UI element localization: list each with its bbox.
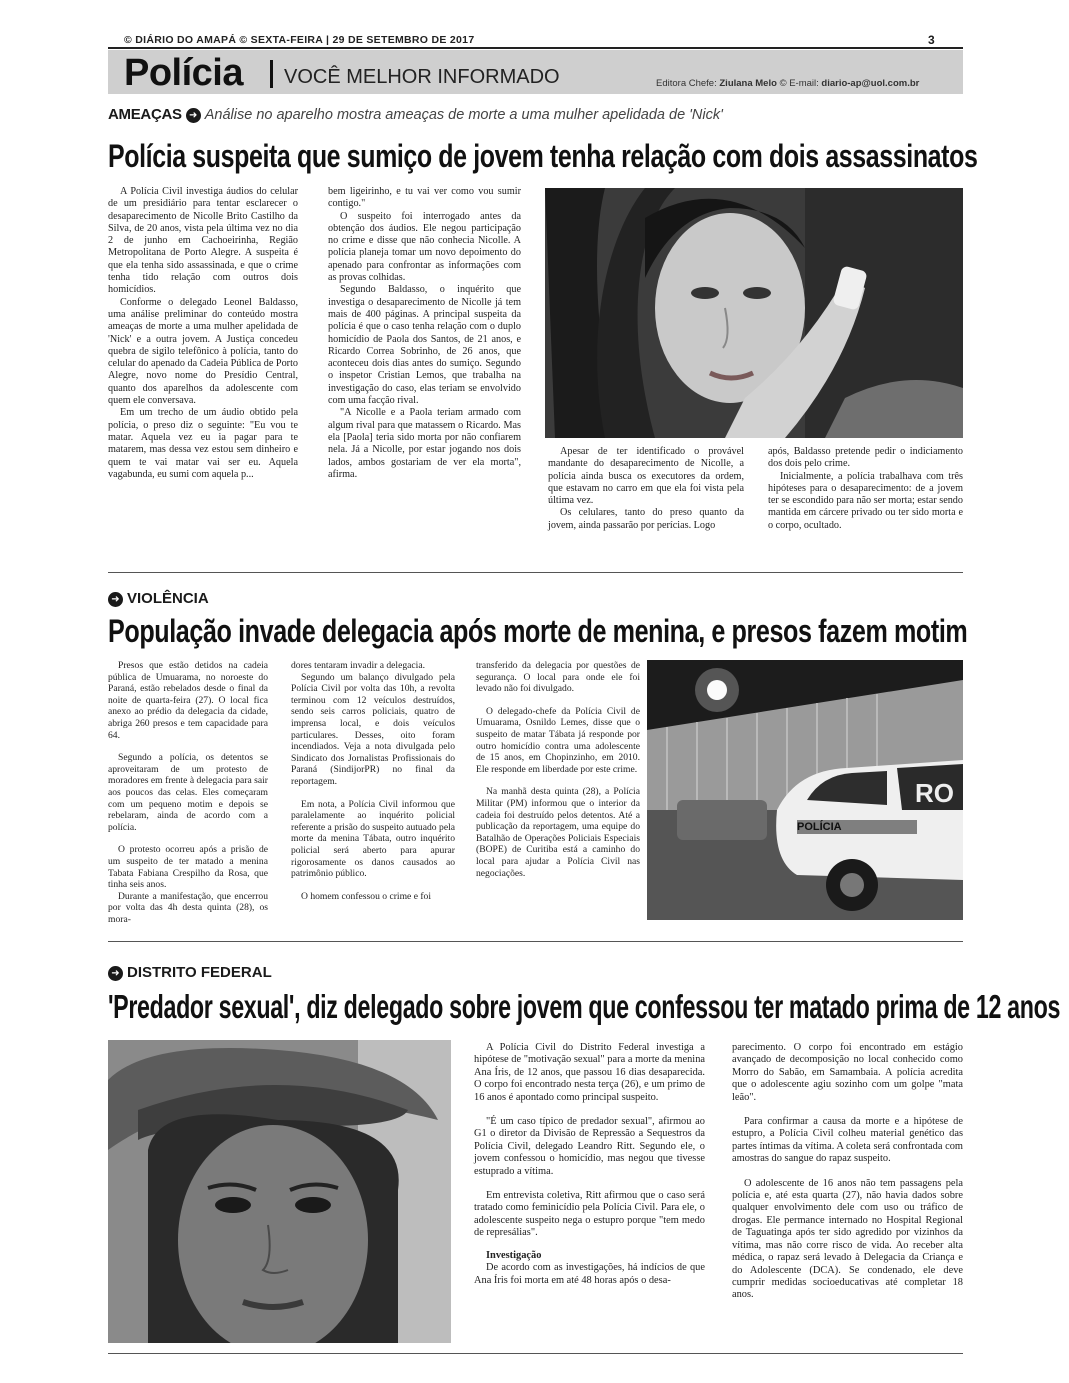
section-tagline: VOCÊ MELHOR INFORMADO: [284, 66, 560, 88]
story2-paragraph: transferido da delegacia por questões de segurança. O local para onde ele foi levado não foi divulgado.: [476, 660, 640, 695]
copyright-icon: ©: [779, 78, 787, 89]
story2-paragraph: Na manhã desta quinta (28), a Polícia Militar (PM) informou que o interior da cadeia foi destruído pelos detentos. Até a publicação da reportagem, uma equipe do Batalhão de Operações Policiais Especiais (BOPE) de Curitiba está a caminho do local para ajudar a Polícia Civil nas negociações.: [476, 786, 640, 879]
story1-paragraph: Em um trecho de um áudio obtido pela polícia, o preso diz o seguinte: "Eu vou te matar. Aquela vez eu ia pagar para te matarem, mas dessa vez estou sem dinheiro e quem te vai matar vai ser eu. Aquela vagabunda, eu sumi com aquela p...: [108, 407, 298, 480]
bottom-rule: [108, 1353, 963, 1354]
story1-kicker-line: [108, 106, 723, 124]
police-car-photo: [647, 660, 963, 920]
editor-label: Editora Chefe:: [656, 78, 717, 89]
story3-paragraph: Em entrevista coletiva, Ritt afirmou que o caso será tratado como feminicídio pela Polícia Civil. Para ele, o adolescente suspeito nega o estupro porque "tem medo de represálias".: [474, 1190, 705, 1239]
story1-paragraph: "A Nicolle e a Paola teriam armado com algum rival para que matassem o Ricardo. Mas ela [Paola] teria sido morta por não confiarem nela. Já a Nicolle, por estar jogando nos dois lados, ambos gostariam de ver ela morta", afirma.: [328, 407, 521, 480]
story3-subheading: Investigação: [486, 1249, 542, 1261]
story3-paragraph: O adolescente de 16 anos não tem passagens pela polícia e, até esta quarta (27), não havia dados sobre qualquer envolvimento dele com uso ou tráfico de drogas. Ele permance internado no Hospital Regional de Taguatinga após ter sido agredido por vizinhos da vítima, mas não corre risco de vida. Ao receber alta médica, o rapaz será levado à Delegacia da Criança e do Adolescente (DCA). Se condenado, ele deve cumprir medidas socioeducativas até completar 18 anos.: [732, 1177, 963, 1301]
section-title: Polícia: [124, 52, 243, 94]
story3-kicker: DISTRITO FEDERAL: [127, 964, 272, 981]
email-address[interactable]: diario-ap@uol.com.br: [821, 78, 920, 89]
story3-column-1: [474, 1042, 705, 1287]
story3-paragraph: A Polícia Civil do Distrito Federal investiga a hipótese de "motivação sexual" para a morte da menina Ana Íris, de 12 anos, que passou 16 dias desaparecida. O corpo foi encontrado nesta terça (26), e um primo de 16 anos é apontado como principal suspeito.: [474, 1042, 705, 1103]
story1-paragraph: Os celulares, tanto do preso quanto da jovem, ainda passarão por perícias. Logo: [548, 507, 744, 531]
arrow-right-icon: ➜: [108, 592, 123, 607]
story3-column-2: [732, 1042, 963, 1314]
story1-paragraph: Conforme o delegado Leonel Baldasso, uma análise preliminar do conteúdo mostra ameaças de morte a uma mulher apelidada de 'Nick' e a outra jovem. A Justiça concedeu quebra de sigilo telefônico à polícia, tanto do celular do apenado da Cadeia Pública de Porto Alegre, novo nome do Presídio Central, quanto dos aparelhos da adolescente com quem ele conversava.: [108, 296, 298, 407]
editor-name: Ziulana Melo: [719, 78, 777, 89]
story3-paragraph: Para confirmar a causa da morte e a hipótese de estupro, a Polícia Civil colheu material genético das partes íntimas da vítima. A coleta será confrontada com amostras do sangue do rapaz suspeito.: [732, 1116, 963, 1165]
arrow-right-icon: ➜: [186, 108, 201, 123]
story1-paragraph: após, Baldasso pretende pedir o indiciamento dos dois pelo crime.: [768, 446, 963, 470]
story2-paragraph: Segundo a polícia, os detentos se aproveitaram de um protesto de moradores em frente à delegacia para sair aos poucos das celas. Eles começaram com um pequeno motim e depois se rebelaram, ainda de acordo com a polícia.: [108, 752, 268, 833]
girl-portrait-illustration: [108, 1040, 451, 1343]
story1-paragraph: A Polícia Civil investiga áudios do celular de um presidiário para tentar esclarecer o desaparecimento de Nicolle Brito Castilho da Silva, de 20 anos, vista pela última vez no dia 2 de junho em Cachoeirinha, Região Metropolitana de Porto Alegre. A suspeita é que ela tenha sido assassinada, e que o crime tenha tido relação com outros dois homicídios.: [108, 186, 298, 296]
story2-kicker: VIOLÊNCIA: [127, 590, 209, 607]
story1-column-1: [108, 186, 298, 481]
header-rule: [108, 47, 963, 49]
section-divider: [270, 60, 273, 88]
story2-column-2: [291, 660, 455, 913]
story1-kicker: AMEAÇAS: [108, 106, 182, 123]
arrow-right-icon: ➜: [108, 966, 123, 981]
story2-paragraph: Em nota, a Polícia Civil informou que paralelamente ao inquérito policial referente a prisão do suspeito autuado pela morte da menina Tábata, outro inquérito policial será aberto para apurar rigorosamente os danos causados ao patrimônio público.: [291, 798, 455, 880]
story3-paragraph: "É um caso típico de predador sexual", afirmou ao G1 o diretor da Divisão de Repressão a Sequestros da Polícia Civil, delegado Leandro Ritt. Segundo ele, o jovem confessou o homicídio, mas negou que tivesse estuprado a vítima.: [474, 1116, 705, 1177]
ana-iris-photo: [108, 1040, 451, 1343]
section-separator: [108, 941, 963, 942]
section-banner: [108, 50, 963, 94]
email-label: E-mail:: [789, 78, 819, 89]
story2-paragraph: Presos que estão detidos na cadeia pública de Umuarama, no noroeste do Paraná, estão rebelados desde o final da noite de quarta-feira (27). O local fica anexo ao prédio da delegacia da cidade, abriga 260 presos e tem capacidade para 64.: [108, 660, 268, 741]
story2-kicker-line: [108, 590, 209, 608]
story1-paragraph: bem ligeirinho, e tu vai ver como vou sumir contigo.": [328, 186, 521, 210]
editor-info: [656, 78, 919, 89]
story1-column-2: [328, 186, 521, 481]
section-separator: [108, 572, 963, 573]
story1-paragraph: Apesar de ter identificado o provável mandante do desaparecimento de Nicolle, a polícia ainda busca os executores da ordem, que estavam no carro em que ela foi vista pela última vez.: [548, 446, 744, 507]
story1-paragraph: Inicialmente, a polícia trabalhava com três hipóteses para o desaparecimento: de a jovem ter se escondido para não ser morta; estar sendo mantida em cárcere privado ou ter sido morta e o corpo, ocultado.: [768, 470, 963, 531]
story2-paragraph: O homem confessou o crime e foi: [301, 890, 432, 902]
story2-headline: População invade delegacia após morte de menina, e presos fazem motim: [108, 613, 968, 649]
story2-paragraph: Durante a manifestação, que encerrou por volta das 4h desta quinta (28), os mora-: [108, 890, 268, 925]
story2-column-1: [108, 660, 268, 936]
story2-paragraph: O protesto ocorreu após a prisão de um suspeito de ter matado a menina Tabata Fabiana Crespilho da Rosa, que tinha seis anos.: [108, 844, 268, 891]
story3-paragraph: parecimento. O corpo foi encontrado em estágio avançado de decomposição no local conhecido como Morro do Sabão, em Samambaia. A polícia acredita que o adolescente agiu sozinho com um golpe "mata leão".: [732, 1042, 963, 1103]
story2-column-3: [476, 660, 640, 890]
story2-paragraph: O delegado-chefe da Polícia Civil de Umuarama, Osnildo Lemes, disse que o suspeito de matar Tábata já responde por outro homicídio contra uma adolescente de 15 anos, em Chopinzinho, em 2010. Ele responde em liberdade por este crime.: [476, 705, 640, 775]
portrait-illustration: [545, 188, 963, 438]
night-scene-illustration: [647, 660, 963, 920]
story1-column-4: [768, 446, 963, 532]
story3-paragraph: De acordo com as investigações, há indícios de que Ana Íris foi morta em até 48 horas após o desa-: [474, 1262, 705, 1286]
page-number: 3: [928, 33, 935, 47]
story2-paragraph: dores tentaram invadir a delegacia.: [291, 660, 425, 671]
story3-headline: 'Predador sexual', diz delegado sobre jovem que confessou ter matado prima de 12 anos: [108, 988, 1061, 1025]
story1-paragraph: O suspeito foi interrogado antes da obtenção dos áudios. Ele negou participação no crime e disse que não conhecia Nicolle. A polícia planeja tomar um novo depoimento do apenado para confrontar as informações com as provas colhidas.: [328, 210, 521, 284]
car-text-policia: POLÍCIA: [797, 821, 842, 833]
story2-paragraph: Segundo um balanço divulgado pela Polícia Civil por volta das 10h, a revolta terminou com 12 veículos destruídos, sendo seis carros policiais, quatro de imprensa local, e dois veículos particulares. Desses, oito foram incendiados. Veja a nota divulgada pelo Sindicato dos Jornalistas Profissionais do Paraná (SindijorPR) no final da reportagem.: [291, 671, 455, 787]
story3-kicker-line: [108, 964, 272, 982]
story1-column-3: [548, 446, 744, 532]
car-text-ro: RO: [915, 778, 954, 808]
nicolle-photo: [545, 188, 963, 438]
story1-paragraph: Segundo Baldasso, o inquérito que investiga o desaparecimento de Nicolle já tem mais de 400 páginas. A principal suspeita da polícia é que o caso tenha relação com o duplo homicídio de Paola dos Santos, de 21 anos, e Ricardo Correa Sobrinho, de 26 anos, que aconteceu dois dias antes do sumiço. Segundo o inspetor Cristian Lemos, que trabalha na investigação do caso, elas teriam se envolvido com uma facção rival.: [328, 284, 521, 407]
story1-subhead: Análise no aparelho mostra ameaças de morte a uma mulher apelidada de 'Nick': [204, 107, 723, 123]
story1-headline: Polícia suspeita que sumiço de jovem tenha relação com dois assassinatos: [108, 138, 978, 174]
dateline: © DIÁRIO DO AMAPÁ © SEXTA-FEIRA | 29 DE SETEMBRO DE 2017: [124, 34, 475, 46]
